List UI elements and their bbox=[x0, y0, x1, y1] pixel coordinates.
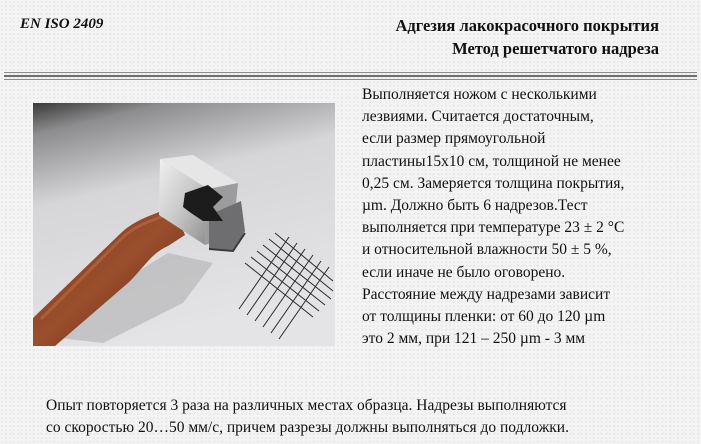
header-divider-top bbox=[4, 72, 697, 73]
description-line: если размер прямоугольной bbox=[362, 130, 546, 148]
description-line: Расстояние между надрезами зависит bbox=[362, 285, 611, 303]
description-line: 0,25 см. Замеряется толщина покрытия, bbox=[362, 174, 625, 192]
header-divider-bottom bbox=[4, 79, 697, 80]
description-line: это 2 мм, при 121 – 250 µm - 3 мм bbox=[362, 330, 586, 348]
header-divider-middle bbox=[4, 75, 697, 77]
standard-label: EN ISO 2409 bbox=[20, 16, 104, 32]
title-line-1: Адгезия лакокрасочного покрытия bbox=[395, 16, 659, 35]
description-line: Выполняется ножом с несколькими bbox=[362, 86, 597, 103]
description-line: пластины15х10 см, толщиной не менее bbox=[362, 152, 621, 170]
description-line: от толщины пленки: от 60 до 120 µm bbox=[362, 308, 606, 326]
method-description bbox=[362, 84, 692, 350]
description-line: лезвиями. Считается достаточным, bbox=[362, 108, 594, 126]
description-line: µm. Должно быть 6 надрезов.Тест bbox=[362, 197, 588, 215]
footer-line: Опыт повторяется 3 раза на различных местах образца. Надрезы выполняются bbox=[46, 397, 567, 414]
description-line: и относительной влажности 50 ± 5 %, bbox=[362, 241, 612, 259]
description-line: если иначе не было оговорено. bbox=[362, 263, 566, 281]
footer-line: со скоростью 20…50 мм/с, причем разрезы должны выполняться до подложки. bbox=[46, 419, 569, 436]
description-line: выполняется при температуре 23 ± 2 °С bbox=[362, 219, 625, 237]
cross-cut-knife-photo bbox=[33, 103, 335, 346]
footer-note bbox=[46, 395, 569, 439]
page-title bbox=[395, 14, 659, 60]
title-line-2: Метод решетчатого надреза bbox=[452, 39, 659, 58]
